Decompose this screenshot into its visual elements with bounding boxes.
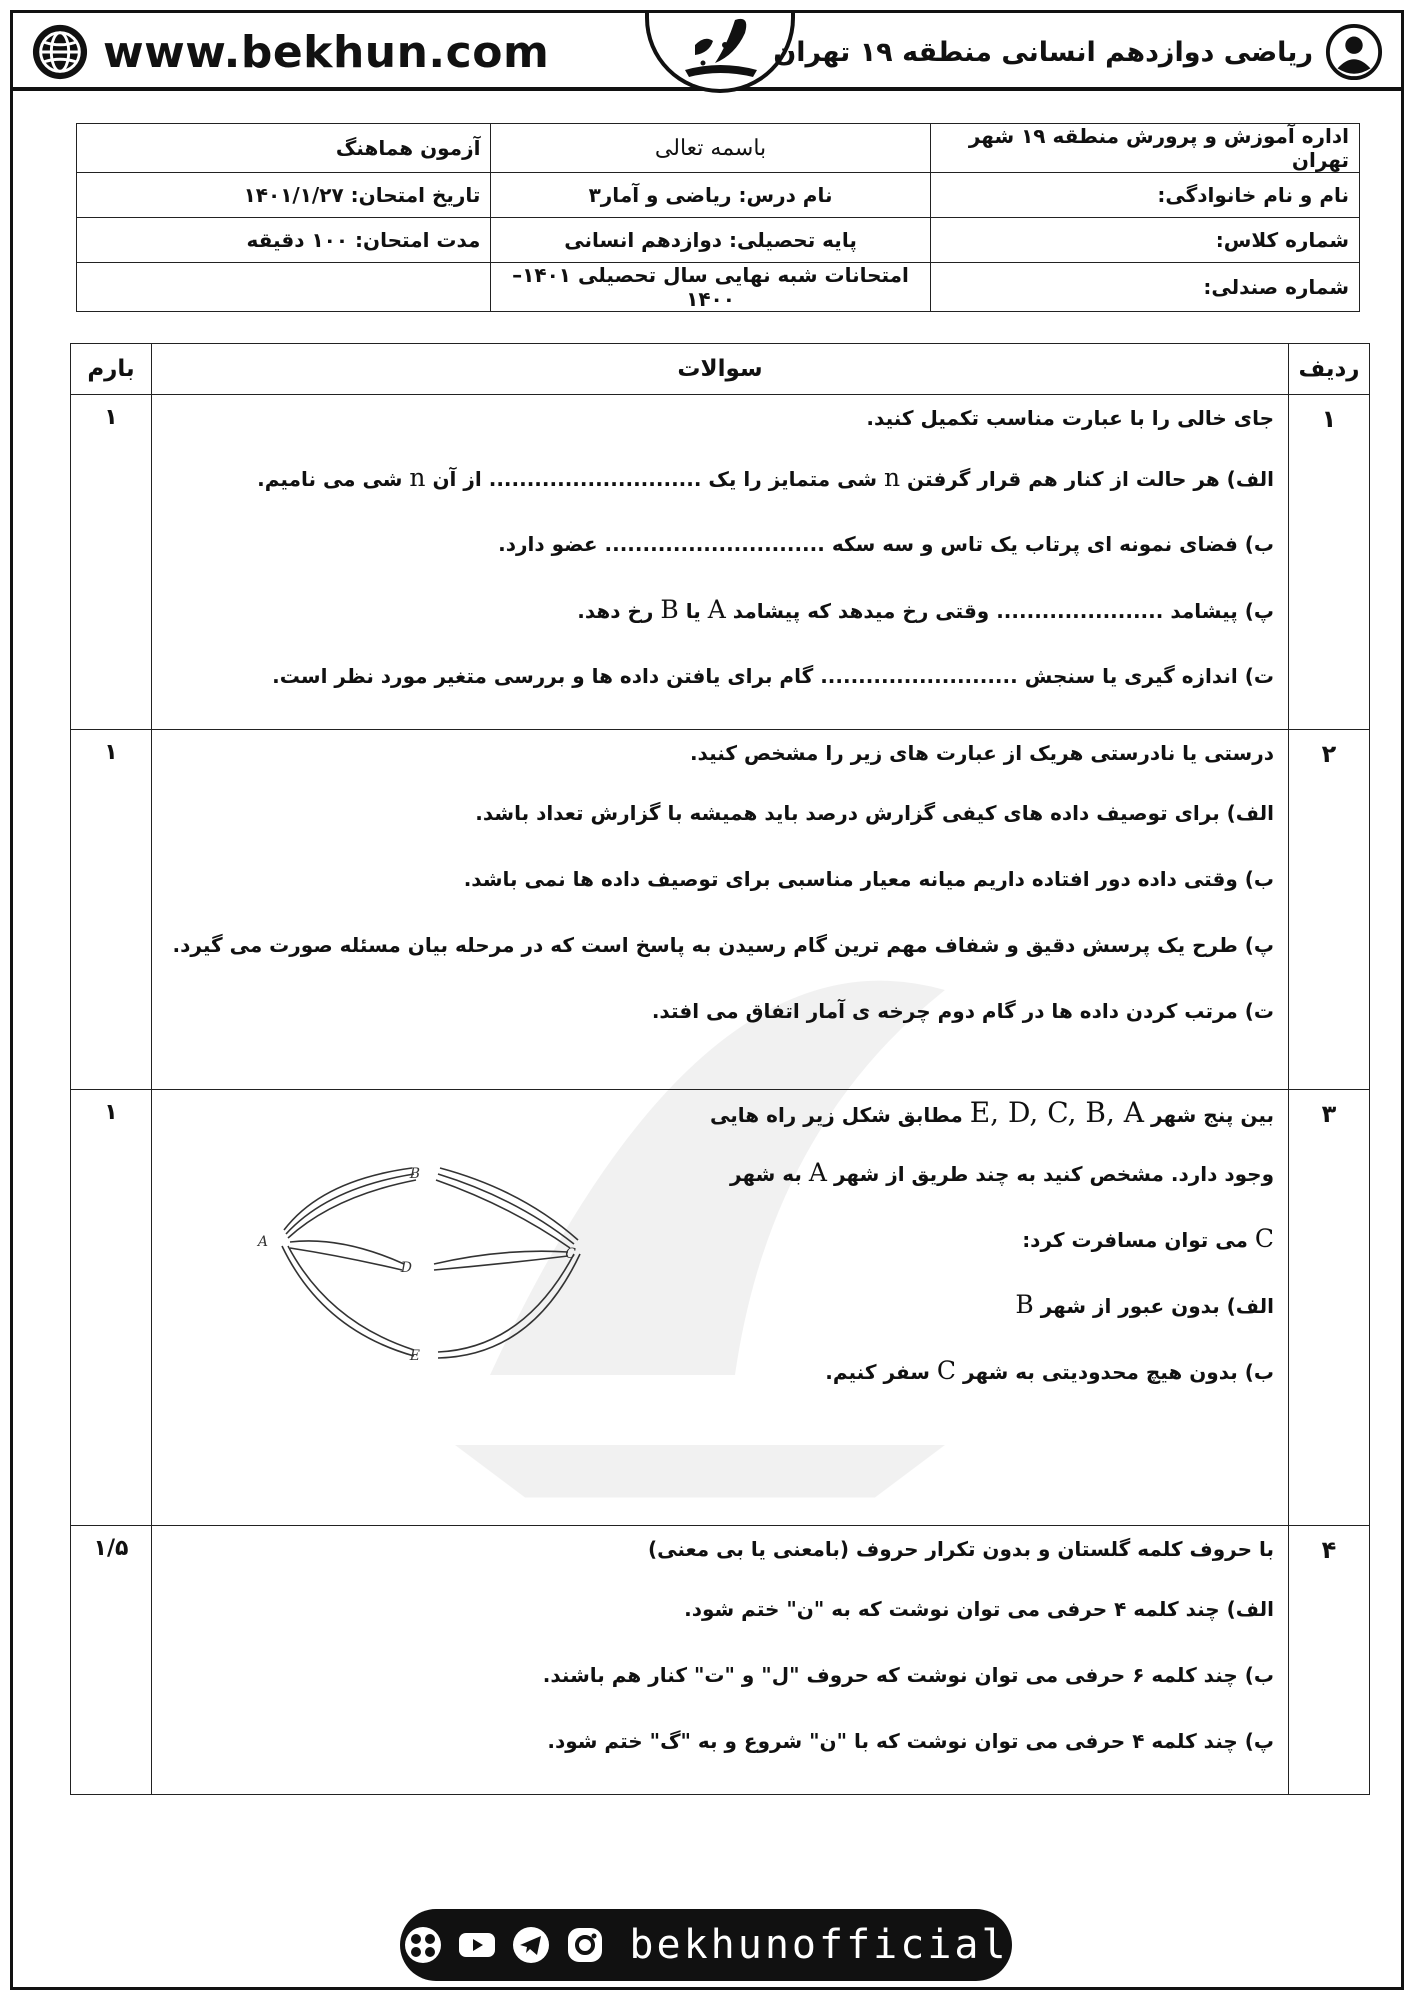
question-score: ۱/۵ (71, 1526, 152, 1795)
question-body (152, 395, 1289, 730)
question-number: ۱ (1289, 395, 1370, 730)
grade-cell: پایه تحصیلی: دوازدهم انسانی (491, 218, 930, 263)
city-road-graph (257, 1160, 602, 1380)
seat-number-cell: شماره صندلی: (930, 263, 1359, 312)
city-label-b: B (409, 1166, 420, 1182)
question-part-b: ب) فضای نمونه ای پرتاب یک تاس و سه سکه ............................. عضو دارد. (498, 532, 1274, 556)
city-label-d: D (400, 1260, 412, 1276)
question-part-a: الف) برای توصیف داده های کیفی گزارش درصد باید همیشه با گزارش تعداد باشد. (475, 801, 1274, 825)
question-line-3: C می توان مسافرت کرد: (1022, 1224, 1274, 1253)
col-barem: بارم (71, 344, 152, 395)
question-part-d: ت) مرتب کردن داده ها در گام دوم چرخه ی آمار اتفاق می افتد. (651, 999, 1274, 1023)
question-row (71, 730, 1370, 1090)
question-line-2: وجود دارد. مشخص کنید به چند طریق از شهر A به شهر (730, 1158, 1274, 1187)
question-number: ۳ (1289, 1090, 1370, 1526)
question-part-a: الف) چند کلمه ۴ حرفی می توان نوشت که به "ن" ختم شود. (684, 1597, 1274, 1621)
aparat-icon[interactable] (403, 1925, 443, 1965)
office-cell: اداره آموزش و پرورش منطقه ۱۹ شهر تهران (930, 124, 1359, 173)
question-line-1: بین پنج شهر E, D, C, B, A مطابق شکل زیر راه هایی (710, 1096, 1274, 1129)
question-part-c: پ) طرح یک پرسش دقیق و شفاف مهم ترین گام رسیدن به پاسخ است که در مرحله بیان مسئله صورت می گیرد. (172, 933, 1274, 957)
city-label-c: C (565, 1246, 576, 1262)
question-part-c: پ) چند کلمه ۴ حرفی می توان نوشت که با "ن" شروع و به "گ" ختم شود. (547, 1729, 1274, 1753)
city-label-e: E (409, 1348, 420, 1364)
question-part-a: الف) هر حالت از کنار هم قرار گرفتن n شی متمایز را یک ............................ از آن n شی می نامیم. (257, 463, 1274, 492)
question-score: ۱ (71, 395, 152, 730)
top-banner (13, 13, 1401, 91)
exam-date-cell: تاریخ امتحان: ۱۴۰۱/۱/۲۷ (77, 173, 491, 218)
question-row (71, 395, 1370, 730)
telegram-icon[interactable] (511, 1925, 551, 1965)
col-questions: سوالات (152, 344, 1289, 395)
exam-type-cell: آزمون هماهنگ (77, 124, 491, 173)
question-intro: درستی یا نادرستی هریک از عبارت های زیر را مشخص کنید. (689, 741, 1274, 765)
question-score: ۱ (71, 730, 152, 1090)
exam-info-table (76, 123, 1360, 312)
instagram-icon[interactable] (565, 1925, 605, 1965)
question-body (152, 1090, 1289, 1526)
question-part-c: پ) پیشامد ...................... وقتی رخ میدهد که پیشامد A یا B رخ دهد. (577, 595, 1274, 624)
course-title-text: ریاضی دوازدهم انسانی منطقه ۱۹ تهران (773, 36, 1313, 68)
bekhun-logo-icon (665, 15, 775, 87)
question-row (71, 1526, 1370, 1795)
question-part-b: ب) وقتی داده دور افتاده داریم میانه معیار مناسبی برای توصیف داده ها نمی باشد. (463, 867, 1274, 891)
question-part-d: ت) اندازه گیری یا سنجش .......................... گام برای یافتن داده ها و بررسی متغیر مورد نظر است. (272, 664, 1274, 688)
exam-series-cell: امتحانات شبه نهایی سال تحصیلی ۱۴۰۱–۱۴۰۰ (491, 263, 930, 312)
basmala-cell: باسمه تعالی (491, 124, 930, 173)
question-part-a: الف) بدون عبور از شهر B (1015, 1290, 1274, 1319)
col-radif: ردیف (1289, 344, 1370, 395)
question-body (152, 730, 1289, 1090)
youtube-icon[interactable] (457, 1925, 497, 1965)
question-intro: با حروف کلمه گلستان و بدون تکرار حروف (بامعنی یا بی معنی) (647, 1537, 1274, 1561)
course-title (773, 23, 1383, 81)
user-icon (1325, 23, 1383, 81)
question-row (71, 1090, 1370, 1526)
subject-cell: نام درس: ریاضی و آمار۳ (491, 173, 930, 218)
student-name-cell: نام و نام خانوادگی: (930, 173, 1359, 218)
question-part-b: ب) چند کلمه ۶ حرفی می توان نوشت که حروف "ل" و "ت" کنار هم باشند. (542, 1663, 1274, 1687)
question-number: ۴ (1289, 1526, 1370, 1795)
globe-icon (31, 23, 89, 81)
social-footer (400, 1909, 1012, 1981)
question-body (152, 1526, 1289, 1795)
city-label-a: A (257, 1234, 268, 1250)
questions-table (70, 343, 1370, 1795)
social-handle[interactable]: bekhunofficial (629, 1922, 1009, 1968)
class-number-cell: شماره کلاس: (930, 218, 1359, 263)
question-number: ۲ (1289, 730, 1370, 1090)
question-part-b: ب) بدون هیچ محدودیتی به شهر C سفر کنیم. (825, 1356, 1274, 1385)
question-score: ۱ (71, 1090, 152, 1526)
exam-duration-cell: مدت امتحان: ۱۰۰ دقیقه (77, 218, 491, 263)
empty-cell (77, 263, 491, 312)
question-intro: جای خالی را با عبارت مناسب تکمیل کنید. (866, 406, 1274, 430)
site-link[interactable] (31, 23, 549, 81)
site-url[interactable]: www.bekhun.com (103, 26, 550, 78)
